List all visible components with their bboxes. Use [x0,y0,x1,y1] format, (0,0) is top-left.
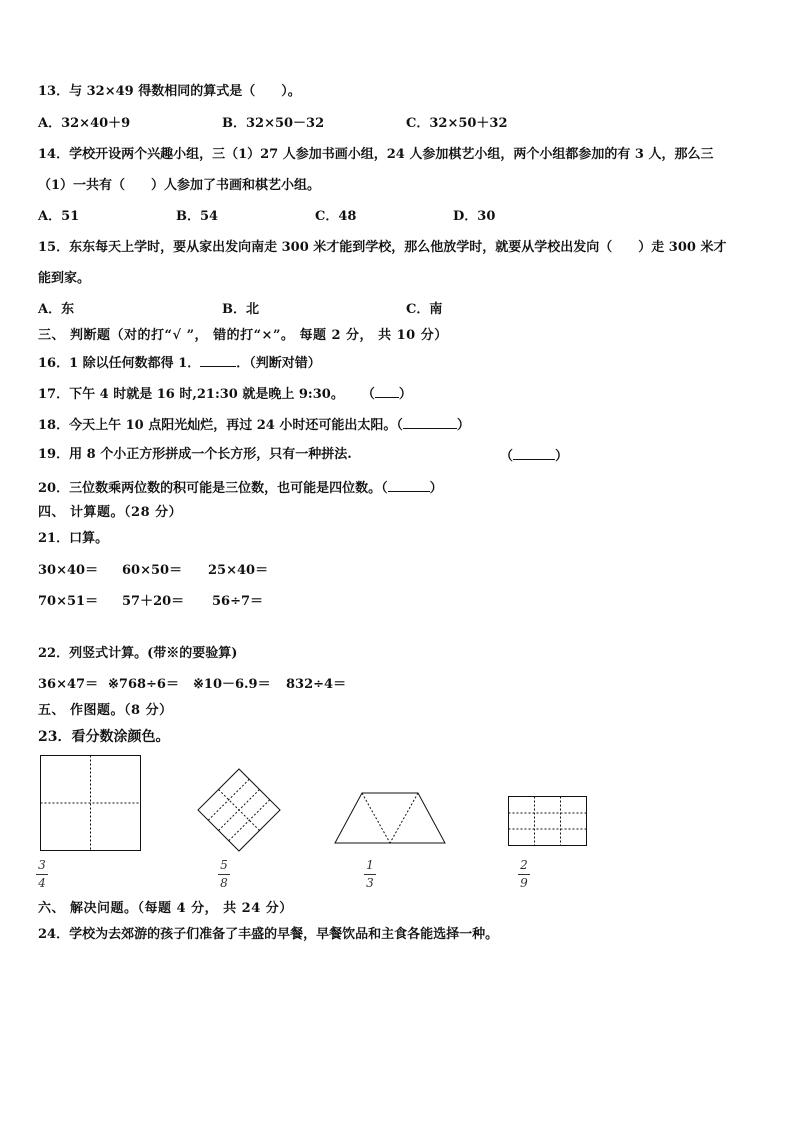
section-3-heading: 三、 判断题（对的打“√ ”， 错的打“×”。 每题 2 分， 共 10 分） [38,328,448,343]
q18-text: 18．今天上午 10 点阳光灿烂，再过 24 小时还可能出太阳。（ [38,418,403,433]
question-22-title: 22．列竖式计算。(带※的要验算) [38,646,238,661]
question-17 [38,385,412,403]
q18-answer-blank[interactable] [403,416,457,429]
q13-option-a[interactable]: A．32×40＋9 [38,116,131,131]
q21-item-2: 60×50＝ [122,563,183,578]
q19-paren-open: （ [500,449,514,464]
question-13: 13．与 32×49 得数相同的算式是（ ）。 [38,84,301,99]
q16-text: 16．1 除以任何数都得 1． [38,356,201,371]
section-5-heading: 五、 作图题。（8 分） [38,703,173,718]
section-6-heading: 六、 解决问题。（每题 4 分， 共 24 分） [38,901,293,916]
q21-item-1: 30×40＝ [38,563,99,578]
q17-paren-close: ） [398,387,412,402]
q15-option-c[interactable]: C．南 [406,302,443,317]
question-21-title: 21．口算。 [38,531,109,546]
fraction-numerator: 1 [366,858,374,872]
q15-option-a[interactable]: A．东 [38,302,75,317]
q16-answer-blank[interactable] [200,354,236,367]
q17-text: 17．下午 4 时就是 16 时,21:30 就是晚上 9:30。 [38,387,344,402]
q14-option-a[interactable]: A．51 [38,209,80,224]
section-4-heading: 四、 计算题。（28 分） [38,505,183,520]
question-19: 19．用 8 个小正方形拼成一个长方形，只有一种拼法. [38,447,352,462]
question-23-title: 23．看分数涂颜色。 [38,729,170,745]
question-14-line-1: 14．学校开设两个兴趣小组，三（1）27 人参加书画小组，24 人参加棋艺小组，两个小组都参加的有 3 人，那么三 [38,147,714,162]
q20-paren-close: ） [429,481,443,496]
q22-item-2: ※768÷6＝ [108,677,179,692]
fraction-1-3 [363,859,377,890]
fraction-5-8 [217,859,231,890]
fraction-numerator: 5 [220,858,228,872]
q21-item-6: 56÷7＝ [212,594,264,609]
question-24: 24．学校为去郊游的孩子们准备了丰盛的早餐，早餐饮品和主食各能选择一种。 [38,927,499,942]
q14-option-d[interactable]: D．30 [453,209,496,224]
question-14-line-2: （1）一共有（ ）人参加了书画和棋艺小组。 [38,178,321,193]
q20-text: 20．三位数乘两位数的积可能是三位数，也可能是四位数。（ [38,481,388,496]
question-15-line-2: 能到家。 [38,271,91,286]
question-16 [38,354,321,372]
q16-text-end: ．（判断对错） [236,356,321,371]
q14-option-c[interactable]: C．48 [315,209,357,224]
question-20 [38,479,443,497]
q19-answer [500,447,568,465]
fraction-2-9 [517,859,531,890]
q20-answer-blank[interactable] [388,479,430,492]
fraction-denominator: 4 [38,876,46,890]
fraction-denominator: 8 [220,876,228,890]
fraction-numerator: 3 [38,858,46,872]
q22-item-1: 36×47＝ [38,677,99,692]
shape-rectangle-ninths[interactable] [508,796,588,847]
fraction-denominator: 3 [366,876,374,890]
question-15-line-1: 15．东东每天上学时，要从家出发向南走 300 米才能到学校，那么他放学时，就要从学校出发向（ ）走 300 米才 [38,240,727,255]
q22-item-4: 832÷4＝ [286,677,347,692]
q14-option-b[interactable]: B．54 [176,209,219,224]
q21-item-5: 57＋20＝ [122,594,185,609]
q18-paren-close: ） [456,418,470,433]
q15-option-b[interactable]: B．北 [222,302,259,317]
q17-answer-blank[interactable] [375,385,399,398]
q17-paren-open: （ [361,387,375,402]
q19-paren-close: ） [555,449,569,464]
shape-square-quarters[interactable] [40,755,142,852]
q13-option-c[interactable]: C．32×50＋32 [406,116,508,131]
q22-item-3: ※10－6.9＝ [193,677,271,692]
q19-answer-blank[interactable] [513,447,555,460]
fraction-numerator: 2 [520,858,528,872]
fraction-3-4 [35,859,49,890]
shape-trapezoid-thirds[interactable] [334,792,446,844]
q21-item-4: 70×51＝ [38,594,99,609]
question-18 [38,416,470,434]
shape-diamond-eighths[interactable] [193,769,285,851]
q21-item-3: 25×40＝ [208,563,269,578]
q13-option-b[interactable]: B．32×50－32 [222,116,325,131]
fraction-denominator: 9 [520,876,528,890]
